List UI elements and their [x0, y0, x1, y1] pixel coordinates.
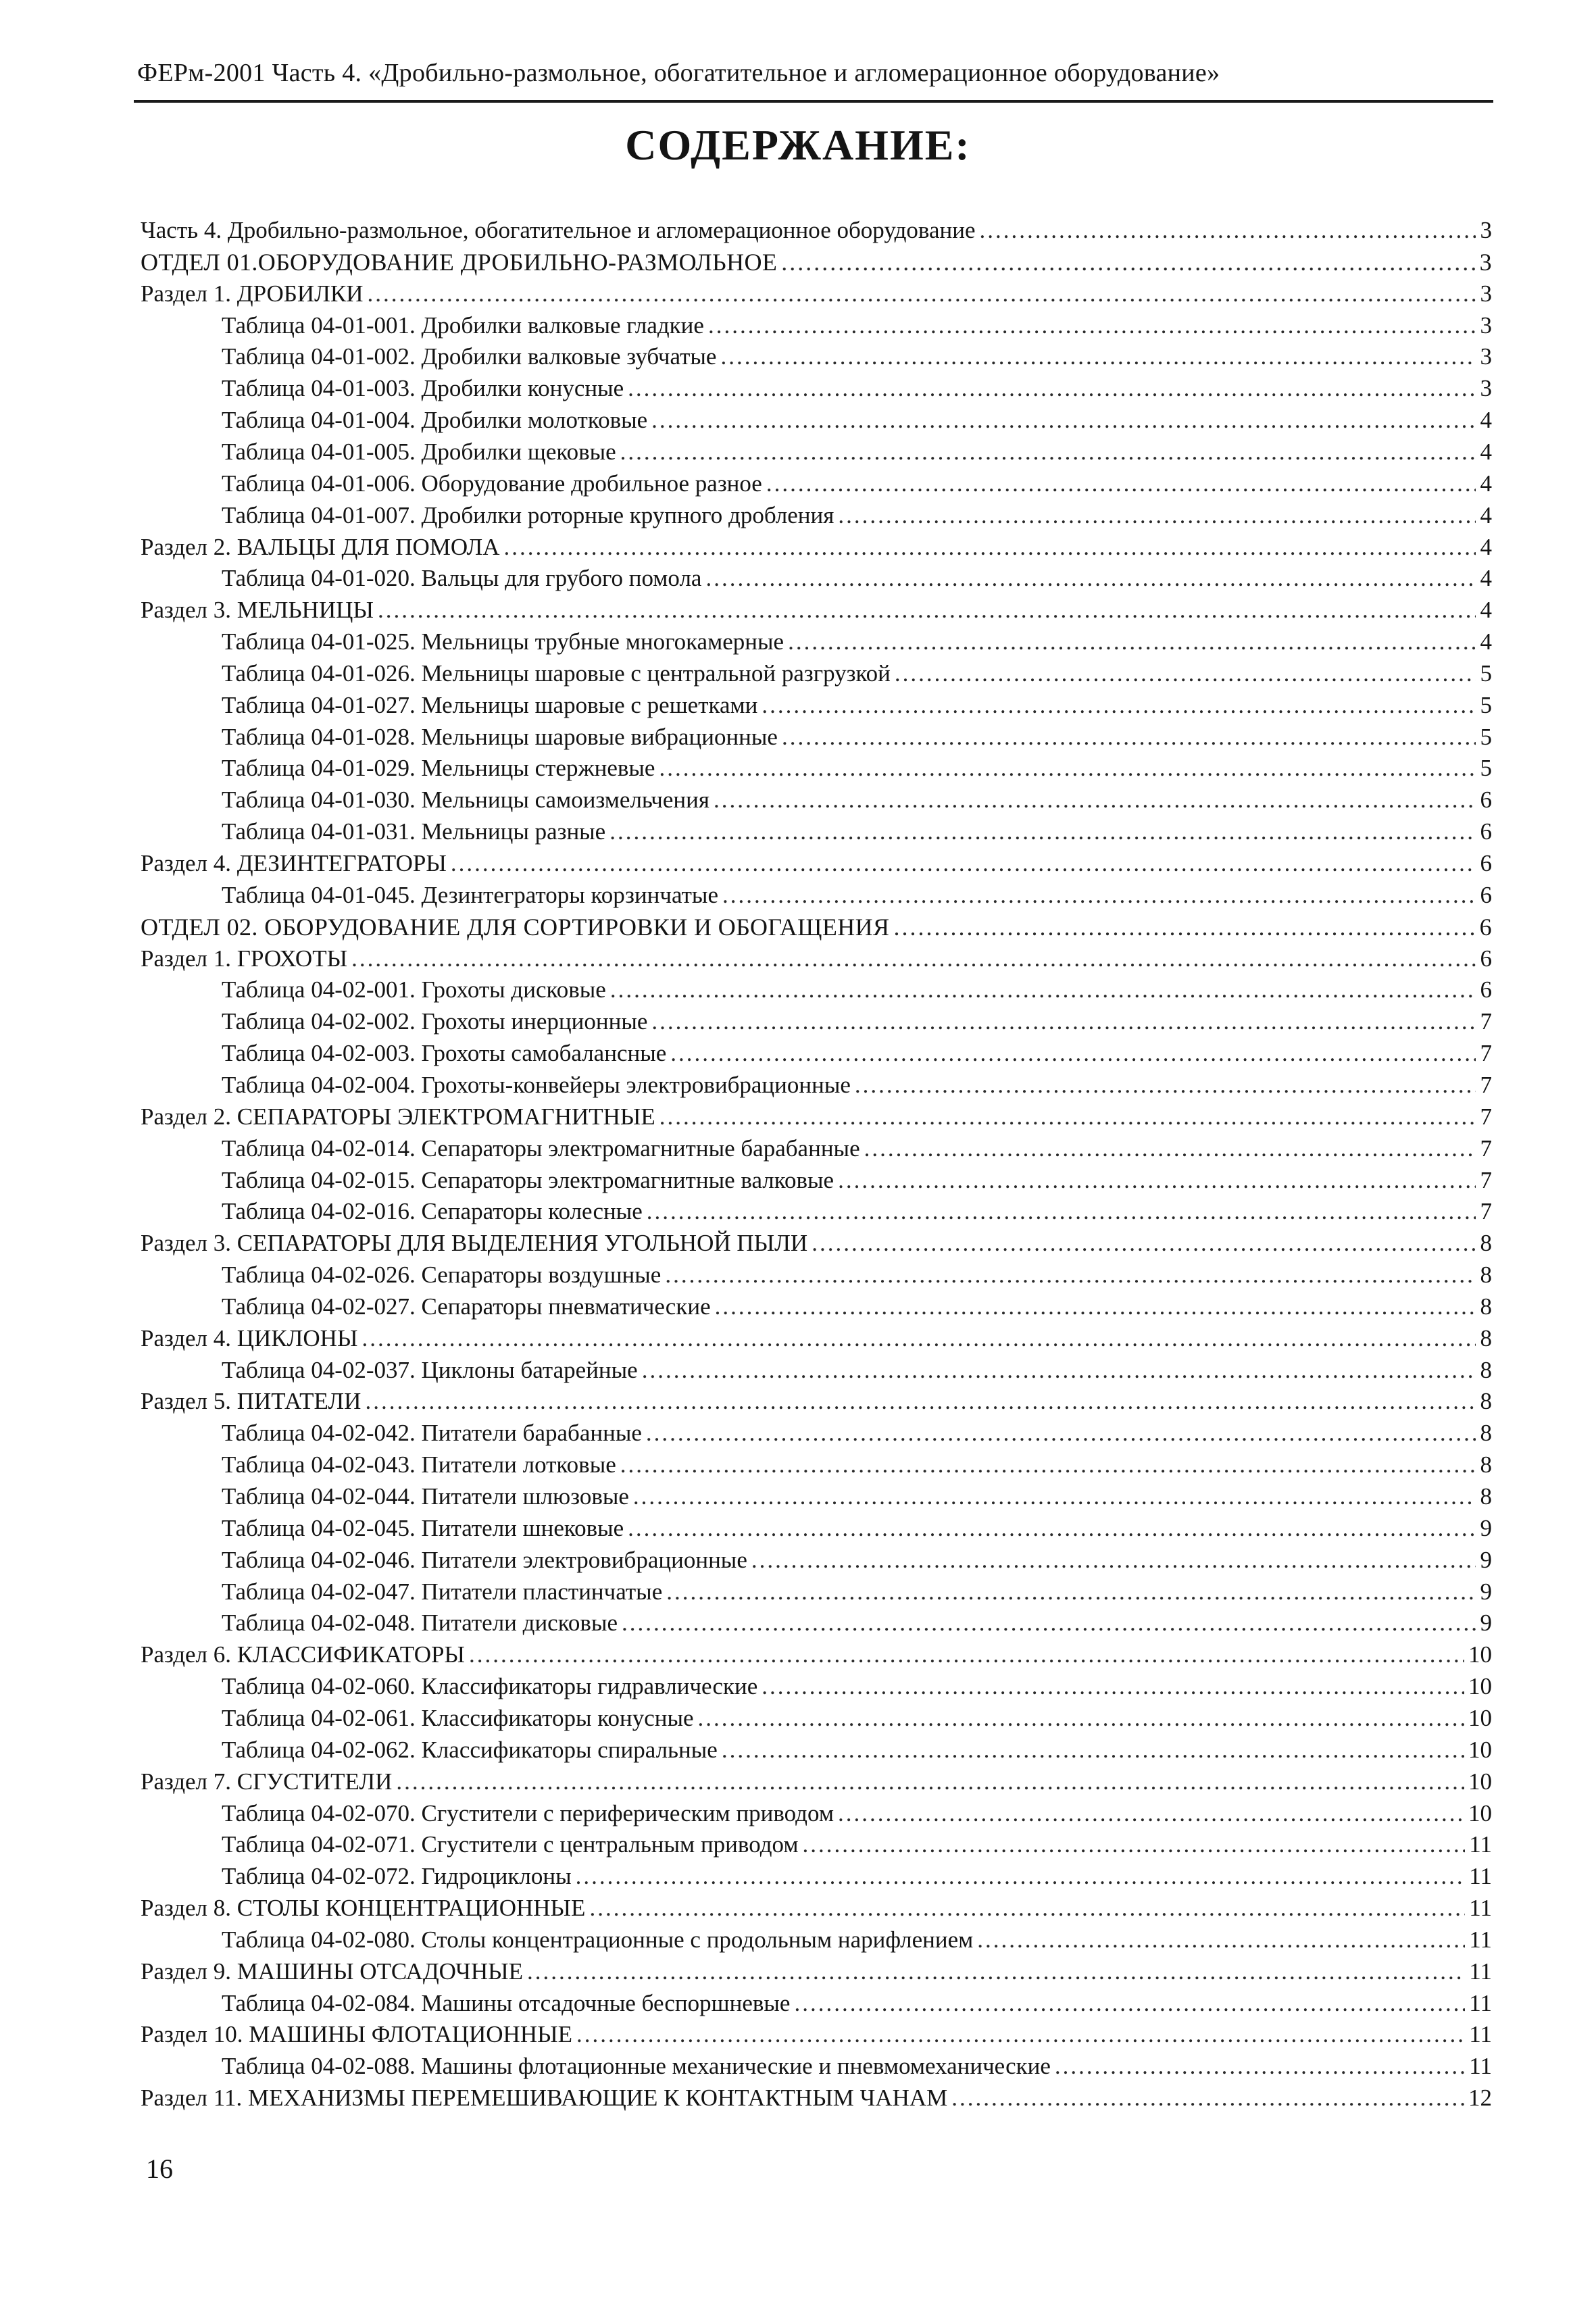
toc-entry-table — [222, 816, 1492, 847]
toc-entry-page-number: 8 — [1480, 1324, 1492, 1351]
dot-leader — [665, 1260, 1476, 1291]
toc-entry-razdel — [141, 278, 1492, 309]
toc-entry-title: Таблица 04-01-002. Дробилки валковые зубчатые — [222, 343, 717, 370]
toc-entry-title: Таблица 04-01-020. Вальцы для грубого помола — [222, 565, 702, 592]
dot-leader — [893, 912, 1475, 943]
toc-entry-title: Таблица 04-01-025. Мельницы трубные многокамерные — [222, 628, 784, 655]
toc-entry-title: Таблица 04-02-043. Питатели лотковые — [222, 1451, 616, 1478]
toc-entry-title: Таблица 04-02-004. Грохоты-конвейеры электровибрационные — [222, 1071, 851, 1098]
toc-entry-page-number: 8 — [1480, 1388, 1492, 1415]
toc-entry-title: Таблица 04-02-042. Питатели барабанные — [222, 1420, 642, 1447]
toc-entry-title: Таблица 04-02-072. Гидроциклоны — [222, 1863, 572, 1890]
toc-entry-title: Раздел 2. СЕПАРАТОРЫ ЭЛЕКТРОМАГНИТНЫЕ — [141, 1103, 655, 1130]
dot-leader — [368, 278, 1476, 309]
toc-entry-table — [222, 405, 1492, 436]
toc-entry-title: Таблица 04-02-080. Столы концентрационные с продольным нарифлением — [222, 1926, 974, 1953]
toc-entry-page-number: 6 — [1480, 976, 1492, 1003]
dot-leader — [503, 532, 1476, 563]
toc-entry-razdel — [141, 2083, 1492, 2114]
running-header: ФЕРм-2001 Часть 4. «Дробильно-размольное, обогатительное и агломерационное оборудование» — [137, 59, 1220, 87]
toc-entry-table — [222, 974, 1492, 1005]
toc-entry-title: Таблица 04-01-026. Мельницы шаровые с центральной разгрузкой — [222, 659, 891, 687]
dot-leader — [1055, 2051, 1465, 2082]
dot-leader — [794, 1988, 1465, 2019]
dot-leader — [895, 658, 1476, 689]
page-number: 16 — [146, 2154, 173, 2184]
toc-entry-table — [222, 1924, 1492, 1956]
toc-entry-page-number: 7 — [1480, 1166, 1492, 1193]
toc-entry-page-number: 4 — [1480, 597, 1492, 624]
dot-leader — [698, 1703, 1464, 1734]
dot-leader — [705, 563, 1476, 594]
dot-leader — [708, 310, 1476, 341]
dot-leader — [651, 405, 1476, 436]
toc-entry-title: Таблица 04-02-045. Питатели шнековые — [222, 1514, 624, 1541]
dot-leader — [722, 1735, 1464, 1766]
toc-entry-title: Таблица 04-02-047. Питатели пластинчатые — [222, 1578, 663, 1605]
toc-entry-table — [222, 1038, 1492, 1069]
toc-entry-page-number: 11 — [1469, 1895, 1492, 1922]
toc-entry-title: Таблица 04-01-030. Мельницы самоизмельчения — [222, 787, 709, 814]
dot-leader — [802, 1829, 1465, 1860]
toc-entry-table — [222, 500, 1492, 531]
dot-leader — [651, 1006, 1476, 1037]
toc-entry-page-number: 10 — [1468, 1673, 1492, 1700]
toc-entry-page-number: 12 — [1468, 2085, 1492, 2112]
toc-entry-page-number: 8 — [1480, 1451, 1492, 1478]
toc-entry-page-number: 8 — [1480, 1262, 1492, 1289]
dot-leader — [812, 1228, 1476, 1259]
toc-entry-title: Раздел 9. МАШИНЫ ОТСАДОЧНЫЕ — [141, 1958, 524, 1985]
dot-leader — [633, 1481, 1476, 1512]
toc-entry-table — [222, 1703, 1492, 1734]
toc-entry-title: Таблица 04-01-029. Мельницы стержневые — [222, 755, 655, 782]
toc-entry-page-number: 6 — [1480, 850, 1492, 876]
dot-leader — [659, 753, 1476, 784]
dot-leader — [628, 373, 1476, 404]
toc-entry-page-number: 8 — [1480, 1230, 1492, 1257]
dot-leader — [766, 468, 1476, 499]
toc-entry-title: Таблица 04-02-070. Сгустители с периферическим приводом — [222, 1799, 834, 1826]
dot-leader — [609, 816, 1476, 847]
toc-entry-title: Раздел 3. СЕПАРАТОРЫ ДЛЯ ВЫДЕЛЕНИЯ УГОЛЬНОЙ ПЫЛИ — [141, 1230, 808, 1257]
toc-entry-razdel — [141, 943, 1492, 974]
toc-entry-razdel — [141, 1956, 1492, 1987]
toc-entry-page-number: 3 — [1480, 343, 1492, 370]
toc-entry-razdel — [141, 2019, 1492, 2050]
dot-leader — [762, 1671, 1464, 1702]
toc-entry-table — [222, 1988, 1492, 2019]
toc-entry-table — [222, 1260, 1492, 1291]
toc-entry-table — [222, 753, 1492, 784]
toc-entry-page-number: 6 — [1480, 945, 1492, 972]
toc-entry-title: Таблица 04-01-004. Дробилки молотковые — [222, 407, 648, 434]
toc-entry-table — [222, 2051, 1492, 2082]
toc-entry-title: Таблица 04-02-044. Питатели шлюзовые — [222, 1483, 629, 1510]
toc-entry-razdel — [141, 1101, 1492, 1132]
dot-leader — [751, 1545, 1476, 1576]
toc-entry-page-number: 9 — [1480, 1578, 1492, 1605]
toc-entry-title: Таблица 04-02-060. Классификаторы гидравлические — [222, 1673, 758, 1700]
toc-entry-table — [222, 626, 1492, 657]
dot-leader — [365, 1386, 1476, 1417]
dot-leader — [715, 1291, 1476, 1322]
toc-entry-page-number: 9 — [1480, 1514, 1492, 1541]
toc-entry-table — [222, 1545, 1492, 1576]
toc-entry-page-number: 4 — [1480, 407, 1492, 434]
dot-leader — [647, 1196, 1476, 1227]
toc-entry-page-number: 4 — [1480, 533, 1492, 560]
toc-entry-page-number: 11 — [1469, 1926, 1492, 1953]
header-rule — [134, 100, 1493, 103]
toc-entry-title: Раздел 11. МЕХАНИЗМЫ ПЕРЕМЕШИВАЮЩИЕ К КОНТАКТНЫМ ЧАНАМ — [141, 2085, 948, 2112]
toc-entry-title: Таблица 04-01-006. Оборудование дробильное разное — [222, 470, 762, 497]
toc-entry-page-number: 8 — [1480, 1483, 1492, 1510]
toc-entry-table — [222, 437, 1492, 468]
toc-entry-title: Раздел 8. СТОЛЫ КОНЦЕНТРАЦИОННЫЕ — [141, 1895, 586, 1922]
toc-entry-page-number: 4 — [1480, 565, 1492, 592]
dot-leader — [610, 974, 1476, 1005]
toc-entry-table — [222, 1070, 1492, 1101]
toc-entry-table — [222, 373, 1492, 404]
toc-entry-title: Таблица 04-02-026. Сепараторы воздушные — [222, 1262, 662, 1289]
dot-leader — [378, 595, 1476, 626]
page-title: СОДЕРЖАНИЕ: — [625, 121, 971, 169]
dot-leader — [722, 880, 1476, 911]
toc-entry-page-number: 11 — [1469, 1958, 1492, 1985]
dot-leader — [589, 1893, 1465, 1924]
toc-entry-title: Таблица 04-02-048. Питатели дисковые — [222, 1610, 618, 1637]
toc-entry-title: Таблица 04-02-037. Циклоны батарейные — [222, 1356, 638, 1383]
toc-entry-razdel — [141, 1893, 1492, 1924]
toc-entry-table — [222, 1196, 1492, 1227]
toc-entry-page-number: 5 — [1480, 723, 1492, 750]
toc-entry-razdel — [141, 595, 1492, 626]
toc-entry-title: Таблица 04-02-061. Классификаторы конусные — [222, 1704, 694, 1731]
toc-entry-page-number: 11 — [1469, 1863, 1492, 1890]
toc-entry-title: Раздел 2. ВАЛЬЦЫ ДЛЯ ПОМОЛА — [141, 533, 500, 560]
toc-entry-razdel — [141, 848, 1492, 879]
dot-leader — [714, 785, 1476, 816]
dot-leader — [576, 1861, 1466, 1892]
dot-leader — [977, 1924, 1465, 1956]
toc-entry-page-number: 4 — [1480, 470, 1492, 497]
dot-leader — [670, 1038, 1476, 1069]
toc-entry-table — [222, 785, 1492, 816]
toc-entry-table — [222, 1861, 1492, 1892]
toc-entry-otdel — [141, 912, 1492, 943]
toc-entry-page-number: 3 — [1479, 248, 1492, 276]
toc-entry-table — [222, 1006, 1492, 1037]
toc-entry-otdel — [141, 247, 1492, 278]
dot-leader — [951, 2083, 1464, 2114]
toc-entry-razdel — [141, 1766, 1492, 1797]
toc-entry-page-number: 6 — [1480, 881, 1492, 908]
toc-entry-page-number: 5 — [1480, 691, 1492, 718]
dot-leader — [620, 437, 1476, 468]
toc-entry-title: Раздел 1. ГРОХОТЫ — [141, 945, 348, 972]
toc-entry-title: Таблица 04-02-001. Грохоты дисковые — [222, 976, 606, 1003]
toc-entry-title: ОТДЕЛ 02. ОБОРУДОВАНИЕ ДЛЯ СОРТИРОВКИ И ОБОГАЩЕНИЯ — [141, 913, 890, 941]
dot-leader — [762, 690, 1476, 721]
toc-entry-title: Таблица 04-01-028. Мельницы шаровые вибрационные — [222, 723, 778, 750]
dot-leader — [622, 1608, 1476, 1639]
dot-leader — [980, 215, 1476, 246]
toc-entry-page-number: 3 — [1480, 375, 1492, 402]
toc-entry-page-number: 9 — [1480, 1546, 1492, 1573]
dot-leader — [855, 1070, 1476, 1101]
toc-entry-table — [222, 1735, 1492, 1766]
toc-entry-page-number: 9 — [1480, 1610, 1492, 1637]
toc-entry-page-number: 8 — [1480, 1293, 1492, 1320]
toc-entry-page-number: 7 — [1480, 1071, 1492, 1098]
toc-entry-table — [222, 1671, 1492, 1702]
dot-leader — [576, 2019, 1465, 2050]
toc-entry-title: Таблица 04-01-003. Дробилки конусные — [222, 375, 624, 402]
toc-entry-table — [222, 1449, 1492, 1480]
dot-leader — [782, 722, 1476, 753]
dot-leader — [838, 1165, 1476, 1196]
toc-entry-title: Таблица 04-02-014. Сепараторы электромагнитные барабанные — [222, 1135, 860, 1162]
toc-entry-page-number: 7 — [1480, 1040, 1492, 1067]
toc-entry-page-number: 10 — [1468, 1736, 1492, 1763]
toc-entry-title: Таблица 04-02-003. Грохоты самобалансные — [222, 1040, 667, 1067]
toc-entry-title: Таблица 04-01-007. Дробилки роторные крупного дробления — [222, 501, 834, 528]
toc-entry-title: ОТДЕЛ 01.ОБОРУДОВАНИЕ ДРОБИЛЬНО-РАЗМОЛЬНОЕ — [141, 248, 778, 276]
toc-entry-table — [222, 690, 1492, 721]
toc-entry-title: Раздел 7. СГУСТИТЕЛИ — [141, 1768, 393, 1795]
toc-entry-title: Таблица 04-01-005. Дробилки щековые — [222, 438, 616, 465]
toc-entry-title: Таблица 04-01-031. Мельницы разные — [222, 818, 606, 845]
toc-entry-table — [222, 341, 1492, 372]
dot-leader — [642, 1355, 1476, 1386]
dot-leader — [351, 943, 1476, 974]
toc-entry-table — [222, 468, 1492, 499]
toc-entry-page-number: 7 — [1480, 1198, 1492, 1225]
toc-entry-razdel — [141, 1228, 1492, 1259]
toc-entry-page-number: 6 — [1479, 913, 1492, 941]
toc-entry-razdel — [141, 532, 1492, 563]
dot-leader — [864, 1133, 1476, 1164]
toc-entry-page-number: 5 — [1480, 659, 1492, 687]
toc-entry-page-number: 3 — [1480, 312, 1492, 339]
toc-entry-title: Таблица 04-02-062. Классификаторы спиральные — [222, 1736, 718, 1763]
toc-entry-title: Таблица 04-02-016. Сепараторы колесные — [222, 1198, 643, 1225]
toc-entry-title: Таблица 04-02-027. Сепараторы пневматические — [222, 1293, 711, 1320]
dot-leader — [666, 1576, 1476, 1608]
toc-entry-table — [222, 658, 1492, 689]
toc-entry-part — [141, 215, 1492, 246]
toc-entry-title: Раздел 5. ПИТАТЕЛИ — [141, 1388, 361, 1415]
toc-entry-page-number: 11 — [1469, 1831, 1492, 1858]
dot-leader — [838, 500, 1476, 531]
toc-entry-page-number: 7 — [1480, 1008, 1492, 1035]
toc-entry-page-number: 10 — [1468, 1641, 1492, 1668]
toc-entry-page-number: 8 — [1480, 1356, 1492, 1383]
toc-entry-title: Раздел 4. ЦИКЛОНЫ — [141, 1324, 358, 1351]
dot-leader — [838, 1798, 1464, 1829]
toc-entry-page-number: 3 — [1480, 280, 1492, 307]
toc-entry-table — [222, 722, 1492, 753]
toc-entry-title: Таблица 04-01-045. Дезинтеграторы корзинчатые — [222, 881, 718, 908]
toc-entry-page-number: 11 — [1469, 1989, 1492, 2016]
dot-leader — [659, 1101, 1476, 1132]
toc-entry-title: Таблица 04-02-046. Питатели электровибрационные — [222, 1546, 747, 1573]
dot-leader — [469, 1639, 1464, 1670]
toc-entry-title: Раздел 1. ДРОБИЛКИ — [141, 280, 364, 307]
toc-entry-page-number: 7 — [1480, 1135, 1492, 1162]
toc-entry-page-number: 10 — [1468, 1704, 1492, 1731]
toc-entry-table — [222, 1829, 1492, 1860]
toc-entry-table — [222, 1165, 1492, 1196]
toc-entry-page-number: 4 — [1480, 628, 1492, 655]
toc-entry-title: Раздел 10. МАШИНЫ ФЛОТАЦИОННЫЕ — [141, 2021, 573, 2048]
toc-entry-title: Раздел 3. МЕЛЬНИЦЫ — [141, 597, 374, 624]
toc-entry-page-number: 11 — [1469, 2021, 1492, 2048]
dot-leader — [720, 341, 1476, 372]
dot-leader — [451, 848, 1476, 879]
dot-leader — [781, 247, 1475, 278]
dot-leader — [646, 1418, 1476, 1449]
toc-entry-title: Таблица 04-02-002. Грохоты инерционные — [222, 1008, 648, 1035]
toc-entry-table — [222, 563, 1492, 594]
toc-entry-table — [222, 1798, 1492, 1829]
dot-leader — [361, 1323, 1476, 1354]
toc-entry-title: Раздел 4. ДЕЗИНТЕГРАТОРЫ — [141, 850, 447, 876]
toc-entry-table — [222, 1291, 1492, 1322]
toc-entry-razdel — [141, 1639, 1492, 1670]
dot-leader — [527, 1956, 1465, 1987]
toc-entry-table — [222, 1355, 1492, 1386]
toc-entry-table — [222, 1133, 1492, 1164]
toc-entry-title: Таблица 04-02-088. Машины флотационные механические и пневмомеханические — [222, 2053, 1051, 2080]
toc-entry-page-number: 10 — [1468, 1799, 1492, 1826]
toc-entry-page-number: 7 — [1480, 1103, 1492, 1130]
toc-entry-razdel — [141, 1386, 1492, 1417]
toc-entry-title: Таблица 04-02-071. Сгустители с центральным приводом — [222, 1831, 799, 1858]
toc-entry-table — [222, 1608, 1492, 1639]
toc-entry-page-number: 5 — [1480, 755, 1492, 782]
toc-entry-title: Таблица 04-02-084. Машины отсадочные беспоршневые — [222, 1989, 791, 2016]
toc-entry-page-number: 6 — [1480, 818, 1492, 845]
toc-entry-page-number: 8 — [1480, 1420, 1492, 1447]
toc-entry-page-number: 4 — [1480, 438, 1492, 465]
toc-entry-table — [222, 880, 1492, 911]
toc-entry-title: Раздел 6. КЛАССИФИКАТОРЫ — [141, 1641, 465, 1668]
toc-entry-page-number: 11 — [1469, 2053, 1492, 2080]
toc-entry-page-number: 4 — [1480, 501, 1492, 528]
dot-leader — [396, 1766, 1464, 1797]
toc-entry-page-number: 10 — [1468, 1768, 1492, 1795]
toc-entry-table — [222, 310, 1492, 341]
dot-leader — [788, 626, 1476, 657]
dot-leader — [620, 1449, 1476, 1480]
toc-entry-table — [222, 1481, 1492, 1512]
toc-entry-title: Таблица 04-01-027. Мельницы шаровые с решетками — [222, 691, 758, 718]
toc-entry-title: Таблица 04-01-001. Дробилки валковые гладкие — [222, 312, 704, 339]
toc-entry-page-number: 6 — [1480, 787, 1492, 814]
toc-entry-title: Таблица 04-02-015. Сепараторы электромагнитные валковые — [222, 1166, 834, 1193]
toc-entry-table — [222, 1576, 1492, 1608]
toc-entry-title: Часть 4. Дробильно-размольное, обогатительное и агломерационное оборудование — [141, 217, 976, 243]
toc-entry-table — [222, 1513, 1492, 1544]
toc-entry-page-number: 3 — [1480, 217, 1492, 243]
toc-entry-table — [222, 1418, 1492, 1449]
toc-entry-razdel — [141, 1323, 1492, 1354]
dot-leader — [628, 1513, 1476, 1544]
